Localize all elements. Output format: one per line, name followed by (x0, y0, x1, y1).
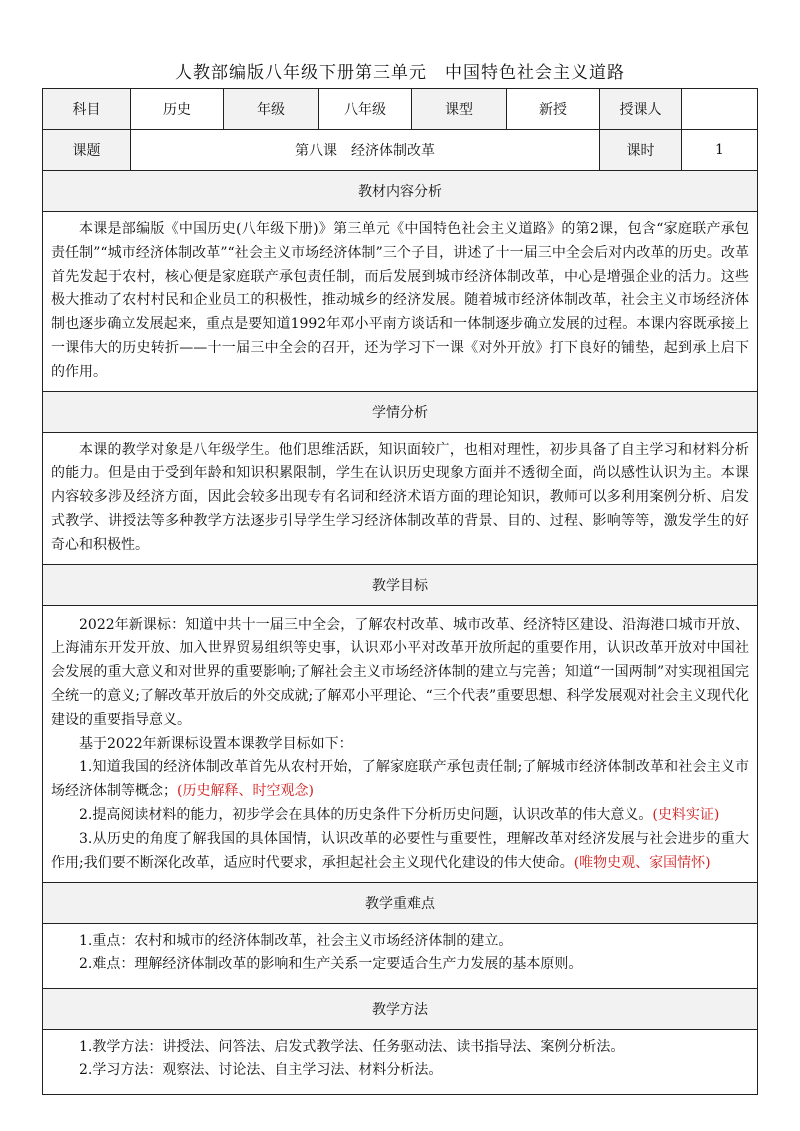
objective-text: 1.知道我国的经济体制改革首先从农村开始，了解家庭联产承包责任制;了解城市经济体制改革和社会主义市场经济体制等概念； (51, 759, 749, 800)
learning-methods-line: 2.学习方法：观察法、讨论法、自主学习法、材料分析法。 (79, 1062, 443, 1079)
topic-value: 第八课 经济体制改革 (131, 130, 600, 171)
objectives-row (43, 605, 758, 882)
difficult-point-line: 2.难点：理解经济体制改革的影响和生产关系一定要适合生产力发展的基本原则。 (79, 956, 583, 973)
grade-label: 年级 (224, 89, 319, 130)
info-row (43, 89, 758, 130)
content-analysis-row (43, 212, 758, 392)
key-points-heading: 教学重难点 (43, 882, 758, 923)
teacher-label: 授课人 (600, 89, 682, 130)
competency-tag: (历史解释、时空观念) (177, 783, 314, 800)
student-analysis-row (43, 432, 758, 564)
objective-item-2 (51, 804, 749, 828)
key-points-row (43, 923, 758, 988)
teacher-value (682, 89, 758, 130)
student-analysis-text: 本课的教学对象是八年级学生。他们思维活跃，知识面较广，也相对理性，初步具备了自主学习和材料分析的能力。但是由于受到年龄和知识积累限制，学生在认识历史现象方面并不透彻全面，尚以感性认识为主。本课内容较多涉及经济方面，因此会较多出现专有名词和经济术语方面的理论知识，教师可以多利用案例分析、启发式教学、讲授法等多种教学方法逐步引导学生学习经济体制改革的背景、目的、过程、影响等等，激发学生的好奇心和积极性。 (51, 441, 749, 553)
lesson-type-label: 课型 (412, 89, 507, 130)
key-points-body (43, 923, 758, 988)
methods-row (43, 1029, 758, 1094)
student-analysis-header (43, 391, 758, 432)
content-analysis-header (43, 171, 758, 212)
objectives-heading: 教学目标 (43, 564, 758, 605)
subject-label: 科目 (43, 89, 131, 130)
objectives-header (43, 564, 758, 605)
content-analysis-heading: 教材内容分析 (43, 171, 758, 212)
objective-text: 3.从历史的角度了解我国的具体国情，认识改革的必要性与重要性，理解改革对经济发展与社会进步的重大作用;我们要不断深化改革，适应时代要求，承担起社会主义现代化建设的伟大使命。 (51, 830, 749, 871)
key-point-line: 1.重点：农村和城市的经济体制改革，社会主义市场经济体制的建立。 (79, 932, 513, 949)
objectives-intro: 基于2022年新课标设置本课教学目标如下： (79, 735, 353, 752)
subject-value: 历史 (131, 89, 224, 130)
objectives-body (43, 605, 758, 882)
lesson-type-value: 新授 (507, 89, 600, 130)
methods-body (43, 1029, 758, 1094)
objective-item-1 (51, 756, 749, 804)
student-analysis-heading: 学情分析 (43, 391, 758, 432)
methods-header (43, 988, 758, 1029)
student-analysis-body (43, 432, 758, 564)
methods-heading: 教学方法 (43, 988, 758, 1029)
teaching-methods-line: 1.教学方法：讲授法、问答法、启发式教学法、任务驱动法、读书指导法、案例分析法。 (79, 1038, 625, 1055)
grade-value: 八年级 (319, 89, 412, 130)
document-title: 人教部编版八年级下册第三单元 中国特色社会主义道路 (175, 63, 625, 83)
objective-item-3 (51, 828, 749, 876)
competency-tag: (唯物史观、家国情怀) (573, 854, 711, 871)
objective-text: 2.提高阅读材料的能力，初步学会在具体的历史条件下分析历史问题，认识改革的伟大意义。 (79, 806, 653, 823)
hours-label: 课时 (600, 130, 682, 171)
hours-value: 1 (682, 130, 758, 171)
topic-row (43, 130, 758, 171)
curriculum-standard-text: 2022年新课标：知道中共十一届三中全会，了解农村改革、城市改革、经济特区建设、沿海港口城市开放、上海浦东开发开放、加入世界贸易组织等史事，认识邓小平对改革开放所起的重要作用，认识改革开放对中国社会发展的重大意义和对世界的重要影响;了解社会主义市场经济体制的建立与完善；知道“一国两制”对实现祖国完全统一的意义;了解改革开放后的外交成就;了解邓小平理论、“三个代表”重要思想、科学发展观对社会主义现代化建设的重要指导意义。 (51, 616, 749, 728)
key-points-header (43, 882, 758, 923)
content-analysis-body (43, 212, 758, 392)
topic-label: 课题 (43, 130, 131, 171)
competency-tag: (史料实证) (652, 806, 720, 823)
lesson-plan-table (42, 88, 758, 1095)
content-analysis-text: 本课是部编版《中国历史(八年级下册)》第三单元《中国特色社会主义道路》的第2课，包含“家庭联产承包责任制”“城市经济体制改革”“社会主义市场经济体制”三个子目，讲述了十一届三中全会后对内改革的历史。改革首先发起于农村，核心便是家庭联产承包责任制，而后发展到城市经济体制改革，中心是增强企业的活力。这些极大推动了农村村民和企业员工的积极性，推动城乡的经济发展。随着城市经济体制改革，社会主义市场经济体制也逐步确立发展起来，重点是要知道1992年邓小平南方谈话和一体制逐步确立发展的过程。本课内容既承接上一课伟大的历史转折——十一届三中全会的召开，还为学习下一课《对外开放》打下良好的铺垫，起到承上启下的作用。 (51, 221, 749, 380)
